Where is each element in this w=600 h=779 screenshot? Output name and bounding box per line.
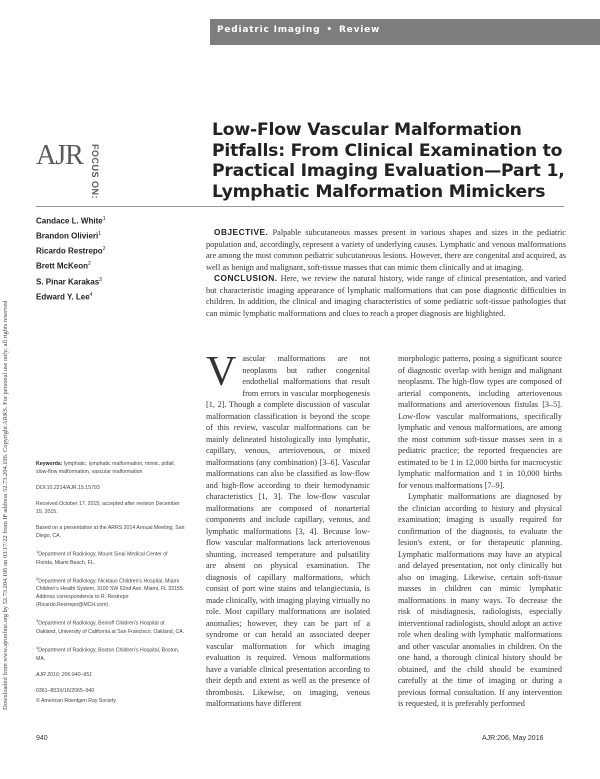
download-notice: Downloaded from www.ajronline.org by 52.73.204.196 on 03/17/22 from IP address 52.73.204.196. Copyright ARRS. For personal use only; all rights reserved: [2, 300, 9, 710]
logo-focus-label: FOCUS ON:: [90, 144, 100, 199]
copyright: © American Roentgen Ray Society: [36, 697, 116, 704]
abstract: [206, 227, 566, 319]
category-label: Review: [338, 25, 381, 35]
affiliation: $^3$Department of Radiology, Benioff Children's Hospital at Oakland, University of California at San Francisco, Oakland, CA.: [36, 618, 185, 636]
abstract-objective: OBJECTIVE. Palpable subcutaneous masses present in various shapes and sizes in the pediatric population and, accordingly, represent a variety of underlying causes. Lymphatic and venous malformations are among the most common pediatric subcutaneous lesions. However, there are congenital and acquired, as well as benign and malignant, soft-tissue masses that can mimic them clinically and at imaging.: [206, 227, 566, 272]
body-column-1: [206, 349, 370, 710]
author: Edward Y. Lee$^4$: [36, 291, 93, 302]
author: Candace L. White$^1$: [36, 216, 106, 226]
article-metadata: [36, 460, 186, 713]
author: S. Pinar Karakas$^3$: [36, 276, 102, 287]
author: Ricardo Restrepo$^2$: [36, 246, 106, 256]
body-paragraph: morphologic patterns, posing a significant source of diagnostic overlap with benign and malignant neoplasms. The high-flow types are composed of arterial components, including arteriovenous malformations and arteriovenous fistulas [3–5]. Low-flow vascular malformations, specifically lymphatic and venous malformations, are among the most common soft-tissue masses seen in a pediatric practice; the reported frequencies are estimated to be 1 in 12,000 births for macrocystic lymphatic malformation and 1 in 10,000 births for venous malformations [7–9].: [398, 354, 562, 490]
author: Brett McKeon$^2$: [36, 261, 91, 272]
journal-logo: [36, 140, 100, 204]
article-title: Low-Flow Vascular Malformation Pitfalls: From Clinical Examination to Practical Imaging Evaluation—Part 1, Lymphatic Malformation Mimickers: [212, 120, 565, 202]
author: Brandon Olivieri$^1$: [36, 231, 102, 241]
journal-issue: AJR:206, May 2016: [482, 735, 544, 742]
presentation-note: Based on a presentation at the ARRS 2014 Annual Meeting, San Diego, CA.: [36, 525, 185, 539]
body-paragraph: ascular malformations are not neoplasms but rather congenital endothelial malformations that result from errors in vascular morphogenesis [1, 2]. Though a complete discussion of vascular malformation classification is beyond the scope of this review, vascular malformations can be mainly delineated histologically into lymphatic, capillary, venous, arteriovenous, or mixed malformations (any combination) [3–6]. Vascular malformations can also be classified as low-flow and high-flow according to their hemodynamic characteristics [1, 3]. The low-flow vascular malformations are composed of nonarterial components and include capillary, venous, and lymphatic malformations [3, 4]. Because low-flow vascular malformations lack arteriovenous shunting, increased temperature and pulsatility are absent on physical examination. The diagnosis of capillary malformations, which consist of port wine stains and telangiectasia, is made clinically, with imaging playing virtually no role. Most capillary malformations are isolated anomalies; however, they can be part of a syndrome or can herald an associated deeper vascular malformation for which imaging evaluation is required. Venous malformations have a variable clinical presentation according to their depth and extent as well as the presence of thrombosis. Likewise, on imaging, venous malformations have different: [206, 354, 370, 708]
author-list: [36, 213, 105, 304]
section-separator: •: [326, 25, 333, 35]
received-date: Received October 17, 2015; accepted after revision December 15, 2015.: [36, 501, 180, 515]
issn: 0361–803X/16/2065–940: [36, 687, 95, 694]
section-label: Pediatric Imaging: [217, 25, 321, 35]
doi: DOI:10.2214/AJR.15.15793: [36, 485, 100, 491]
affiliation: $^1$Department of Radiology, Mount Sinai Medical Center of Florida, Miami Beach, FL.: [36, 549, 168, 566]
body-paragraph: Lymphatic malformations are diagnosed by the clinician according to history and physical examination; imaging is usually required for confirmation of the diagnosis, to evaluate the lesion's extent, or for therapeutic planning. Lymphatic malformations may have an atypical and delayed presentation, not only clinically but also on imaging. Likewise, certain soft-tissue masses in children can mimic lymphatic malformations in many ways. To decrease the risk of misdiagnosis, radiologists, especially interventional radiologists, should adopt an active role when dealing with lymphatic malformations and other vascular anomalies in children. On the one hand, a thorough clinical history should be obtained, and the child should be examined carefully at the time of imaging or during a previous formal consultation. If any intervention is requested, it is preferably performed: [398, 492, 562, 708]
keywords: Keywords: lymphatic, lymphatic malformation, mimic, pitfall, slow-flow malformation, vascular malformation: [36, 461, 175, 475]
affiliation: $^4$Department of Radiology, Boston Children's Hospital, Boston, MA.: [36, 645, 180, 662]
body-column-2: [398, 353, 562, 710]
citation: AJR 2016; 206:940–951: [36, 671, 92, 678]
section-header: [214, 25, 383, 35]
divider: [36, 206, 564, 207]
logo-text: AJR: [36, 140, 83, 171]
download-sidebar: [0, 150, 14, 710]
page-number: 940: [36, 735, 48, 742]
abstract-conclusion: CONCLUSION. Here, we review the natural history, wide range of clinical presentation, and varied but characteristic imaging appearance of lymphatic malformations that can pose diagnostic difficulties in children. In addition, the clinical and imaging characteristics of some pediatric soft-tissue pathologies that can mimic lymphatic malformations and clues to reach a proper diagnosis are highlighted.: [206, 273, 566, 318]
affiliation: $^2$Department of Radiology, Nicklaus Children's Hospital, Miami Children's Health System, 3100 SW 62nd Ave, Miami, FL 33155. Address correspondence to R. Restrepo (Ricardo.Restrepo@MCH.com).: [36, 575, 185, 609]
drop-cap: V: [206, 349, 237, 395]
